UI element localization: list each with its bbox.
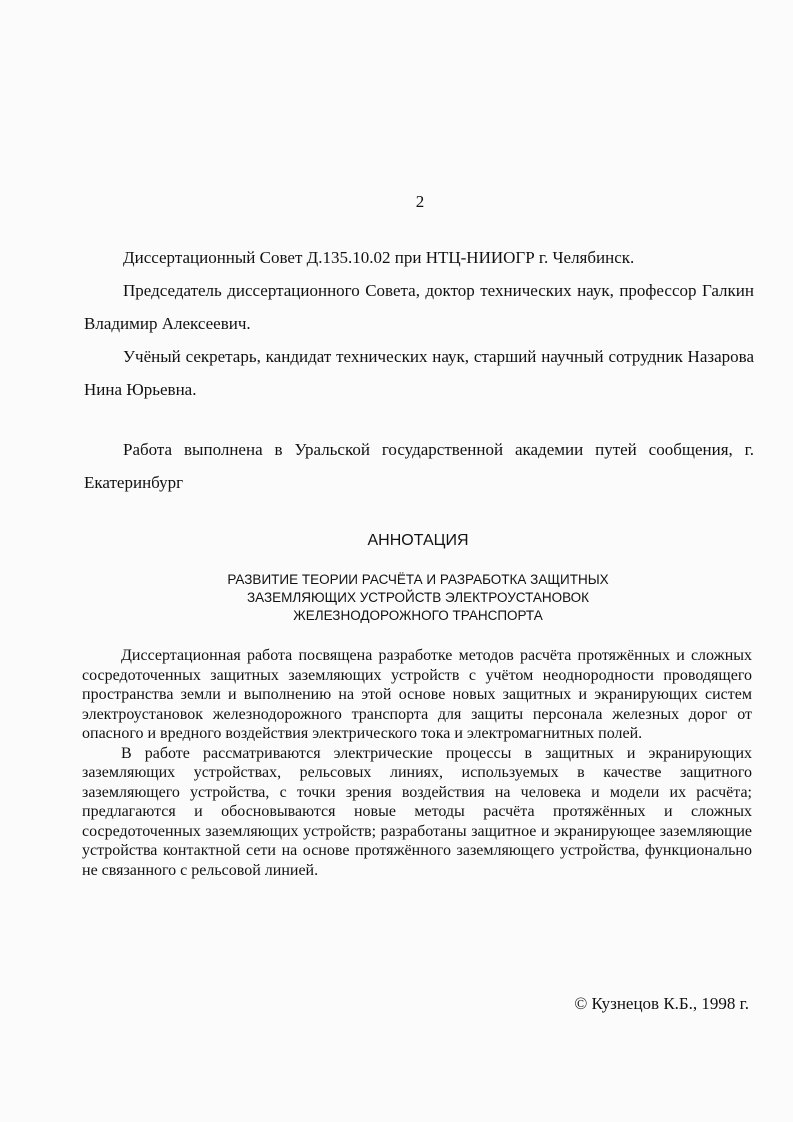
thesis-title-line: ЖЕЛЕЗНОДОРОЖНОГО ТРАНСПОРТА [293,608,543,623]
abstract-paragraph: В работе рассматриваются электрические процессы в защитных и экранирующих заземляющих устройствах, рельсовых линиях, используемых в качестве защитного заземляющего устройства, с точки зрения воздействия на человека и модели их расчёта; предлагаются и обосновываются новые методы расчёта протяжённых и сложных сосредоточенных заземляющих устройств; разработаны защитное и экранирующее заземляющие устройства контактной сети на основе протяжённого заземляющего устройства, функционально не связанного с рельсовой линией. [82,744,752,879]
council-line: Диссертационный Совет Д.135.10.02 при НТЦ-НИИОГР г. Челябинск. [123,248,635,267]
thesis-title-line: ЗАЗЕМЛЯЮЩИХ УСТРОЙСТВ ЭЛЕКТРОУСТАНОВОК [246,590,590,605]
copyright-notice: © Кузнецов К.Б., 1998 г. [574,994,749,1013]
abstract-paragraph: Диссертационная работа посвящена разработке методов расчёта протяжённых и сложных сосредоточенных защитных заземляющих устройств с учётом неоднородности проводящего пространства земли и выполнению на этой основе новых защитных и экранирующих систем электроустановок железнодорожного транспорта для защиты персонала железных дорог от опасного и вредного воздействия электрического тока и электромагнитных полей. [82,647,752,742]
council-secretary: Учёный секретарь, кандидат технических наук, старший научный сотрудник Назарова Нина Юрьевна. [84,347,754,399]
affiliation: Работа выполнена в Уральской государственной академии путей сообщения, г. Екатеринбург [84,440,754,492]
council-info [84,241,754,406]
thesis-title [0,571,793,625]
page-number: 2 [415,192,425,211]
affiliation-block [84,433,754,499]
abstract-text [82,646,752,880]
annotation-heading: АННОТАЦИЯ [367,532,469,549]
council-chair: Председатель диссертационного Совета, доктор технических наук, профессор Галкин Владимир Алексеевич. [84,281,754,333]
thesis-title-line: РАЗВИТИЕ ТЕОРИИ РАСЧЁТА И РАЗРАБОТКА ЗАЩИТНЫХ [227,572,609,587]
